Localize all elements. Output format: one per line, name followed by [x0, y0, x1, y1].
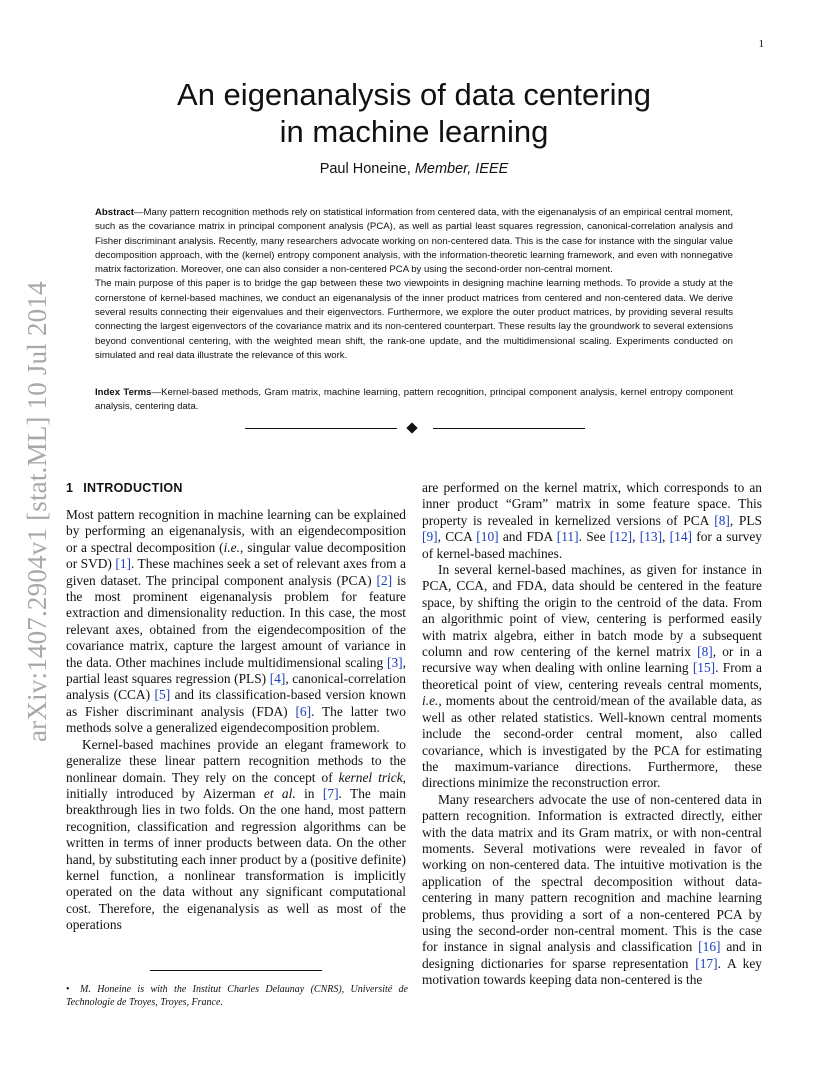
bullet-icon: • — [66, 984, 70, 995]
citation-link[interactable]: [ 15 ] — [693, 660, 715, 675]
text-run: . These machines seek a set of relevant axes from a given dataset. The principal component analysis (PCA) — [66, 556, 406, 588]
section-number: 1 — [66, 481, 74, 495]
citation-link[interactable]: [ 17 ] — [695, 956, 717, 971]
text-run: , — [662, 529, 670, 545]
text-run: , or in a recursive way when dealing with online learning — [422, 644, 762, 676]
paper-title — [90, 76, 738, 150]
citation-link[interactable]: [ 8 ] — [697, 644, 713, 659]
citation-link[interactable]: [ 7 ] — [323, 786, 339, 801]
separator-line-right — [433, 428, 585, 429]
text-run: and its classification-based version known as Fisher discriminant analysis (FDA) — [66, 687, 406, 719]
text-run: and in designing dictionaries for sparse representation — [422, 939, 762, 971]
intro-paragraph-2 — [66, 737, 406, 934]
text-run: , moments about the centroid/mean of the available data, as well as other related statistics. Well-known central moments include the second-order central moment, also called covariance, which is investigated by the PCA for estimating the maximum-variance directions. Furthermore, these directions minimize the reconstruction error. — [422, 693, 762, 791]
title-line-1: An eigenanalysis of data centering — [177, 77, 651, 112]
text-run: . See — [578, 529, 610, 545]
abstract-paragraph-2: The main purpose of this paper is to bridge the gap between these two viewpoints in designing machine learning methods. To provide a study at the cornerstone of kernel-based machines, we conduct an eigenanalysis of the inner product matrices from centered and non-centered data. We derive several results connecting their eigenvalues and their eigenvectors. Furthermore, we explore the outer product matrices, by providing several results connecting the largest eigenvectors of the covariance matrix and its non-centered counterpart. These results lay the groundwork to several extensions beyond conventional centering, with the weighted mean shift, the rank-one update, and the multidimensional scaling. Experiments conducted on simulated and real data illustrate the relevance of this work. — [95, 278, 733, 361]
text-run: Most pattern recognition in machine learning can be explained by performing an eigenanalysis, with an eigendecomposition or a spectral decomposition ( — [66, 507, 406, 555]
citation-link[interactable]: [ 16 ] — [698, 939, 720, 954]
text-run: , singular value decomposition or SVD) — [66, 539, 406, 572]
text-run: , PLS — [729, 512, 762, 528]
citation-link[interactable]: [ 13 ] — [640, 529, 662, 544]
author-name: Paul Honeine, — [319, 161, 411, 177]
diamond-icon — [406, 422, 417, 433]
arxiv-identifier-stamp[interactable]: arXiv:1407.2904v1 [stat.ML] 10 Jul 2014 — [22, 281, 52, 742]
text-run: et al. — [263, 785, 296, 801]
section-heading — [66, 480, 406, 496]
intro-paragraph-1 — [66, 507, 406, 737]
text-run: is the most prominent eigenanalysis problem for feature extraction and dimensionality reduction. In this case, the most relevant axes, obtained from the eigendecomposition of the covariance matrix, capture the largest amount of variance in the data. Other machines include multidimensional scaling — [66, 572, 406, 670]
text-run: , canonical-correlation analysis (CCA) — [66, 671, 406, 703]
text-run: are performed on the kernel matrix, which corresponds to an inner product “Gram” matrix in some feature space. This property is revealed in kernelized versions of PCA — [422, 480, 762, 528]
intro-paragraph-5 — [422, 792, 762, 989]
text-run: i.e. — [223, 539, 240, 555]
citation-link[interactable]: [ 2 ] — [377, 573, 393, 588]
intro-paragraph-4 — [422, 562, 762, 792]
text-run: , partial least squares regression (PLS) — [66, 654, 406, 687]
text-run: , CCA — [437, 529, 477, 545]
section-separator — [245, 421, 585, 437]
citation-link[interactable]: [ 5 ] — [155, 687, 171, 702]
text-run: Kernel-based machines provide an elegant framework to generalize these linear pattern recognition methods to the nonlinear domain. They rely on the concept of — [66, 736, 406, 785]
text-run: , — [632, 529, 640, 545]
index-terms — [95, 386, 733, 415]
abstract-text-1: —Many pattern recognition methods rely on statistical information from centered data, with the eigenanalysis of an empirical central moment, such as the covariance matrix in principal component analysis (PCA), as well as partial least squares regression, canonical-correlation analysis and Fisher discriminant analysis. Recently, many researchers advocate working on non-centered data. This is the case for instance with the singular value decomposition approach, with the (kernel) entropy component analysis, with the information-theoretic learning framework, and even with nonnegative matrix factorization. Moreover, one can also consider a non-centered PCA by using the second-order non-central moment. — [95, 207, 733, 276]
page-number: 1 — [758, 38, 764, 50]
text-run: In several kernel-based machines, as given for instance in PCA, CCA, and FDA, data should be centered in the feature space, by shifting the origin to the centroid of the data. From an algorithmic point of view, centering is performed easily with matrix algebra, either in batch mode by a subsequent column and row centering of the kernel matrix — [422, 562, 762, 660]
citation-link[interactable]: [ 4 ] — [270, 671, 286, 686]
text-run: . The main breakthrough lies in two folds. On the one hand, most pattern recognition, classification and regression algorithms can be written in terms of inner products between data. On the other hand, by substituting each inner product by a (positive definite) kernel function, a nonlinear transformation is implicitly operated on the data without any significant computational cost. Therefore, the eigenanalysis as well as most of the operations — [66, 785, 406, 933]
body-column-right — [422, 480, 762, 989]
citation-link[interactable]: [ 10 ] — [476, 529, 498, 544]
citation-link[interactable]: [ 8 ] — [714, 513, 730, 528]
index-terms-text: —Kernel-based methods, Gram matrix, machine learning, pattern recognition, principal component analysis, kernel entropy component analysis, centering data. — [95, 387, 734, 413]
abstract — [95, 206, 733, 363]
citation-link[interactable]: [ 3 ] — [387, 655, 403, 670]
citation-link[interactable]: [ 14 ] — [670, 529, 692, 544]
title-line-2: in machine learning — [279, 114, 549, 149]
text-run: and FDA — [498, 529, 557, 545]
index-terms-label: Index Terms — [95, 387, 152, 398]
footnote-rule — [150, 970, 322, 971]
separator-line-left — [245, 428, 397, 429]
citation-link[interactable]: [ 11 ] — [557, 529, 579, 544]
footnote-text: M. Honeine is with the Institut Charles Delaunay (CNRS), Université de Technologie de Troyes, Troyes, France. — [66, 984, 408, 1008]
text-run: i.e. — [422, 693, 439, 709]
citation-link[interactable]: [ 12 ] — [610, 529, 632, 544]
text-run: kernel trick — [338, 769, 403, 785]
text-run: . From a theoretical point of view, centering reveals central moments, — [422, 660, 762, 692]
citation-link[interactable]: [ 6 ] — [295, 704, 311, 719]
text-run: for a survey of kernel-based machines. — [422, 529, 762, 561]
text-run: in — [295, 785, 323, 801]
text-run: . The latter two methods solve a generalized eigendecomposition problem. — [66, 703, 407, 736]
body-column-left — [66, 480, 406, 934]
intro-paragraph-3 — [422, 480, 762, 562]
abstract-label: Abstract — [95, 207, 134, 218]
text-run: Many researchers advocate the use of non-centered data in pattern recognition. Information is extracted directly, either with the data matrix and its Gram matrix, or with non-central moments. Several motivations were revealed in favor of working on non-centered data. The intuitive motivation is the application of the spectral decomposition without data-centering in many pattern recognition and machine learning problems, thus providing a sort of a non-centered PCA by using the second-order non-central moment. This is the case for instance in signal analysis and classification — [422, 791, 762, 955]
author-line — [90, 161, 738, 177]
text-run: , initially introduced by Aizerman — [66, 769, 407, 801]
author-membership: Member, IEEE — [414, 161, 509, 177]
abstract-paragraph-1 — [95, 206, 733, 277]
footnote — [66, 983, 408, 1009]
citation-link[interactable]: [ 9 ] — [422, 529, 438, 544]
text-run: . A key motivation towards keeping data non-centered is the — [422, 955, 762, 988]
citation-link[interactable]: [ 1 ] — [115, 556, 131, 571]
section-title: INTRODUCTION — [83, 481, 183, 495]
